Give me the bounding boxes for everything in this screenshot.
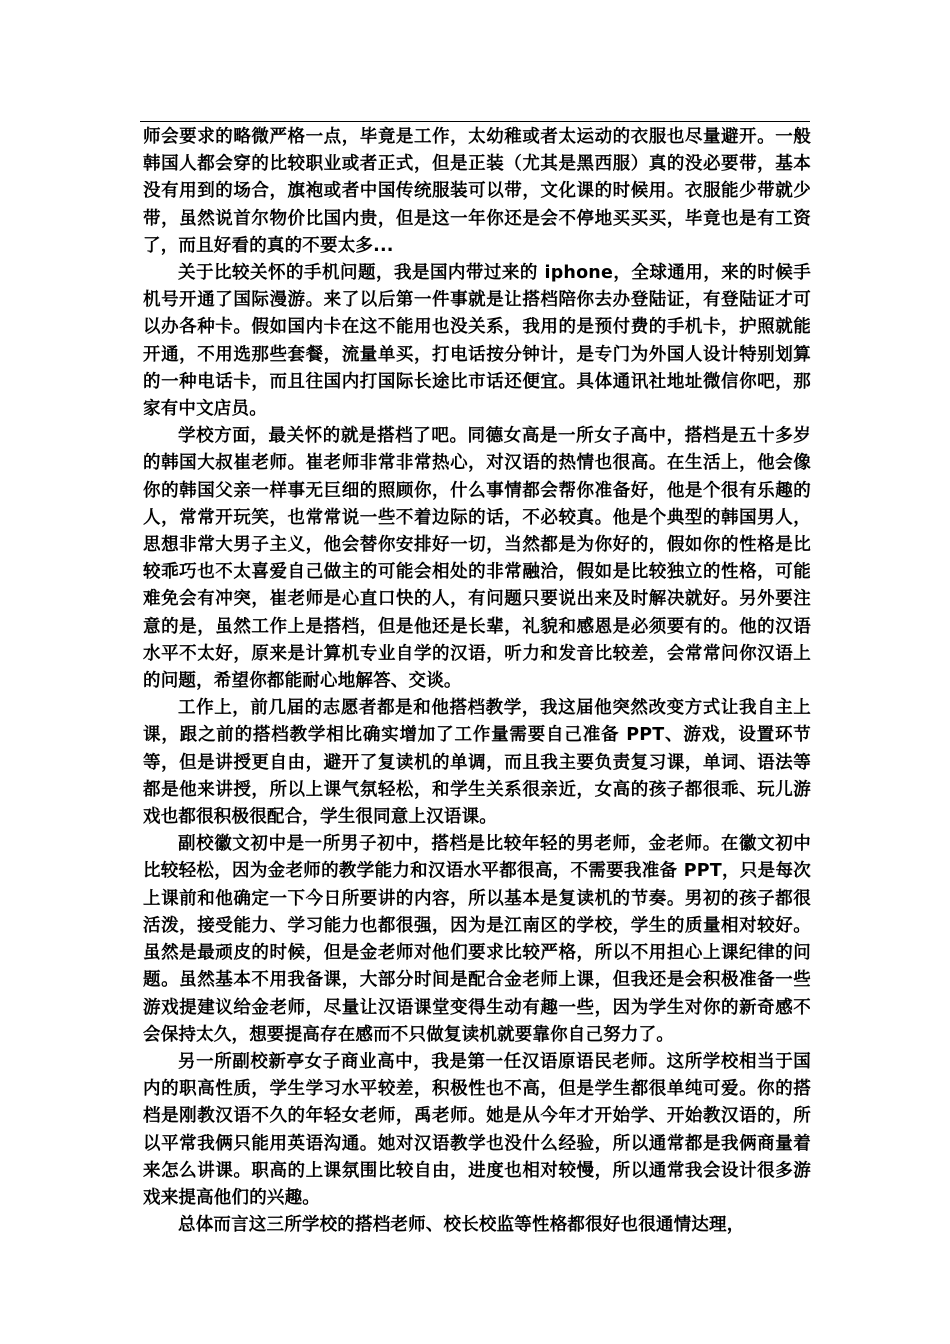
paragraph-branch-school-2: 另一所副校新亭女子商业高中，我是第一任汉语原语民老师。这所学校相当于国内的职高性质，学生学习水平较差，积极性也不高，但是学生都很单纯可爱。你的搭档是刚教汉语不久的年轻女老师，禹老师。她是从今年才开始学、开始教汉语的，所以平常我俩只能用英语沟通。她对汉语教学也没什么经验，所以通常都是我俩商量着来怎么讲课。职高的上课氛围比较自由，进度也相对较慢，所以通常我会设计很多游戏来提高他们的兴趣。	[143, 1051, 811, 1208]
paragraph-work: 工作上，前几届的志愿者都是和他搭档教学，我这届他突然改变方式让我自主上课，跟之前的搭档教学相比确实增加了工作量需要自己准备 PPT、游戏，设置环节等，但是讲授更自由，避开了复读机的单调，而且我主要负责复习课，单词、语法等都是他来讲授，所以上课气氛轻松，和学生关系很亲近，女高的孩子都很乖、玩儿游戏也都很积极很配合，学生很同意上汉语课。	[143, 698, 811, 828]
paragraph-phone: 关于比较关怀的手机问题，我是国内带过来的 iphone，全球通用，来的时候手机号开通了国际漫游。来了以后第一件事就是让搭档陪你去办登陆证，有登陆证才可以办各种卡。假如国内卡在这不能用也没关系，我用的是预付费的手机卡，护照就能开通，不用选那些套餐，流量单买，打电话按分钟计，是专门为外国人设计特别划算的一种电话卡，而且往国内打国际长途比市话还便宜。具体通讯社地址微信你吧，那家有中文店员。	[143, 263, 811, 420]
paragraph-summary: 总体而言这三所学校的搭档老师、校长校监等性格都很好也很通情达理，	[178, 1215, 745, 1236]
header-rule	[140, 121, 810, 122]
paragraph-clothing: 师会要求的略微严格一点，毕竟是工作，太幼稚或者太运动的衣服也尽量避开。一般韩国人都会穿的比较职业或者正式，但是正装（尤其是黑西服）真的没必要带，基本没有用到的场合，旗袍或者中国传统服装可以带，文化课的时候用。衣服能少带就少带，虽然说首尔物价比国内贵，但是这一年你还是会不停地买买买，毕竟也是有工资了，而且好看的真的不要太多...	[143, 127, 811, 256]
document-body	[143, 124, 811, 1239]
paragraph-partner-teacher: 学校方面，最关怀的就是搭档了吧。同德女高是一所女子高中，搭档是五十多岁的韩国大叔崔老师。崔老师非常非常热心，对汉语的热情也很高。在生活上，他会像你的韩国父亲一样事无巨细的照顾你，什么事情都会帮你准备好，他是个很有乐趣的人，常常开玩笑，也常常说一些不着边际的话，不必较真。他是个典型的韩国男人，思想非常大男子主义，他会替你安排好一切，当然都是为你好的，假如你的性格是比较乖巧也不太喜爱自己做主的可能会相处的非常融洽，假如是比较独立的性格，可能难免会有冲突，崔老师是心直口快的人，有问题只要说出来及时解决就好。另外要注意的是，虽然工作上是搭档，但是他还是长辈，礼貌和感恩是必须要有的。他的汉语水平不太好，原来是计算机专业自学的汉语，听力和发音比较差，会常常问你汉语上的问题，希望你都能耐心地解答、交谈。	[143, 426, 811, 692]
paragraph-branch-school-1: 副校徽文初中是一所男子初中，搭档是比较年轻的男老师，金老师。在徽文初中比较轻松，因为金老师的教学能力和汉语水平都很高，不需要我准备 PPT，只是每次上课前和他确定一下今日所要讲的内容，所以基本是复读机的节奏。男初的孩子都很活泼，接受能力、学习能力也都很强，因为是江南区的学校，学生的质量相对较好。虽然是最顽皮的时候，但是金老师对他们要求比较严格，所以不用担心上课纪律的问题。虽然基本不用我备课，大部分时间是配合金老师上课，但我还是会积极准备一些游戏提建议给金老师，尽量让汉语课堂变得生动有趣一些，因为学生对你的新奇感不会保持太久，想要提高存在感而不只做复读机就要靠你自己努力了。	[143, 834, 811, 1045]
